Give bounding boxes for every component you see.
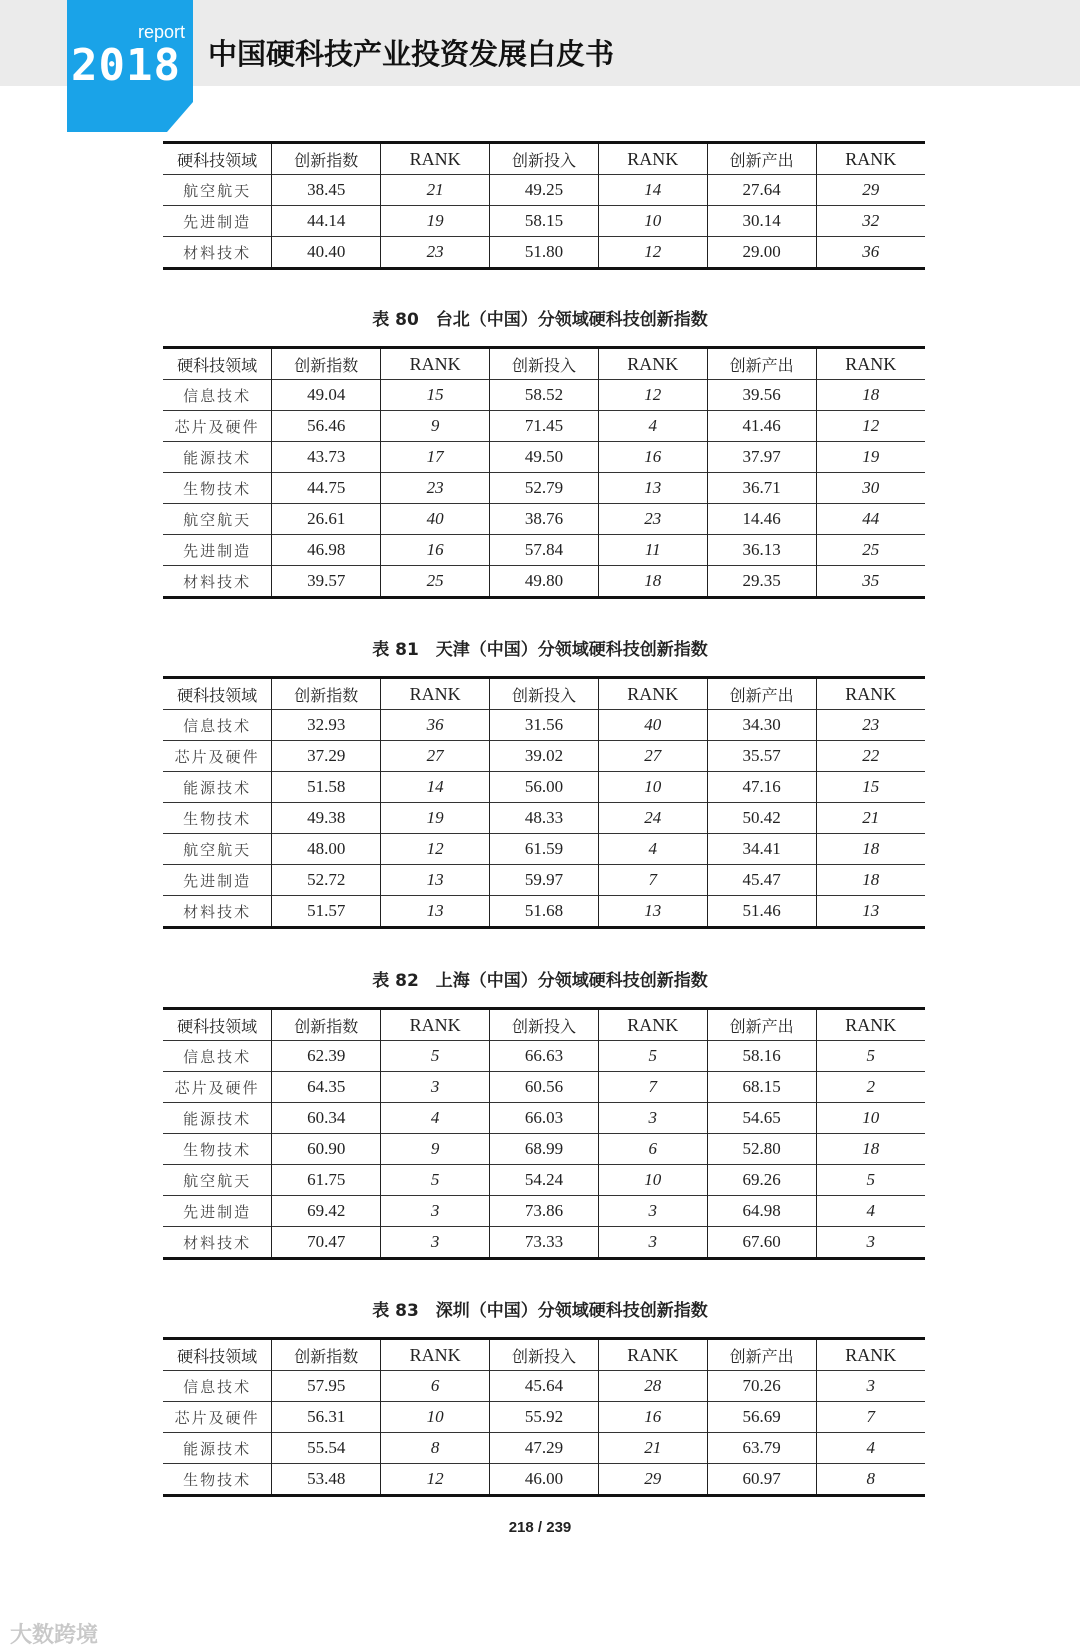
score-cell: 73.33: [490, 1227, 599, 1259]
field-cell: 生物技术: [163, 1134, 272, 1165]
rank-cell: 16: [598, 1402, 707, 1433]
table-row: [163, 1134, 925, 1165]
rank-cell: 9: [381, 1134, 490, 1165]
rank-cell: 4: [816, 1196, 925, 1227]
table-header-row: [163, 1009, 925, 1041]
score-cell: 66.03: [490, 1103, 599, 1134]
score-cell: 40.40: [272, 237, 381, 269]
score-cell: 35.57: [707, 741, 816, 772]
table-row: [163, 175, 925, 206]
column-header: 创新投入: [490, 348, 599, 380]
rank-cell: 10: [598, 1165, 707, 1196]
score-cell: 69.42: [272, 1196, 381, 1227]
column-header: RANK: [816, 348, 925, 380]
watermark: 大数跨境: [10, 1623, 99, 1648]
rank-cell: 23: [381, 237, 490, 269]
score-cell: 44.75: [272, 473, 381, 504]
score-cell: 51.46: [707, 896, 816, 928]
table-row: [163, 206, 925, 237]
logo-corner-fold: [167, 102, 193, 132]
field-cell: 航空航天: [163, 504, 272, 535]
column-header: RANK: [381, 1339, 490, 1371]
score-cell: 71.45: [490, 411, 599, 442]
score-cell: 26.61: [272, 504, 381, 535]
rank-cell: 11: [598, 535, 707, 566]
rank-cell: 27: [598, 741, 707, 772]
index-table: [163, 1337, 925, 1497]
table-row: [163, 1433, 925, 1464]
score-cell: 55.54: [272, 1433, 381, 1464]
column-header: 创新投入: [490, 143, 599, 175]
score-cell: 41.46: [707, 411, 816, 442]
score-cell: 60.34: [272, 1103, 381, 1134]
field-cell: 芯片及硬件: [163, 1072, 272, 1103]
column-header: 硬科技领域: [163, 1009, 272, 1041]
column-header: 创新指数: [272, 1339, 381, 1371]
rank-cell: 12: [816, 411, 925, 442]
score-cell: 30.14: [707, 206, 816, 237]
rank-cell: 10: [598, 206, 707, 237]
field-cell: 材料技术: [163, 1227, 272, 1259]
table-row: [163, 741, 925, 772]
field-cell: 信息技术: [163, 380, 272, 411]
table-row: [163, 535, 925, 566]
rank-cell: 5: [598, 1041, 707, 1072]
score-cell: 57.84: [490, 535, 599, 566]
rank-cell: 3: [381, 1227, 490, 1259]
rank-cell: 18: [816, 865, 925, 896]
field-cell: 材料技术: [163, 896, 272, 928]
score-cell: 60.97: [707, 1464, 816, 1496]
score-cell: 67.60: [707, 1227, 816, 1259]
score-cell: 36.71: [707, 473, 816, 504]
rank-cell: 2: [816, 1072, 925, 1103]
score-cell: 58.16: [707, 1041, 816, 1072]
column-header: RANK: [816, 143, 925, 175]
rank-cell: 13: [381, 896, 490, 928]
field-cell: 航空航天: [163, 175, 272, 206]
rank-cell: 29: [816, 175, 925, 206]
score-cell: 68.99: [490, 1134, 599, 1165]
score-cell: 47.16: [707, 772, 816, 803]
field-cell: 生物技术: [163, 803, 272, 834]
score-cell: 59.97: [490, 865, 599, 896]
table-row: [163, 865, 925, 896]
field-cell: 先进制造: [163, 206, 272, 237]
rank-cell: 19: [816, 442, 925, 473]
score-cell: 43.73: [272, 442, 381, 473]
column-header: 创新产出: [707, 143, 816, 175]
field-cell: 先进制造: [163, 865, 272, 896]
rank-cell: 22: [816, 741, 925, 772]
rank-cell: 7: [598, 1072, 707, 1103]
field-cell: 能源技术: [163, 1103, 272, 1134]
rank-cell: 15: [381, 380, 490, 411]
rank-cell: 3: [598, 1227, 707, 1259]
score-cell: 57.95: [272, 1371, 381, 1402]
rank-cell: 30: [816, 473, 925, 504]
column-header: 硬科技领域: [163, 348, 272, 380]
score-cell: 50.42: [707, 803, 816, 834]
column-header: RANK: [598, 1009, 707, 1041]
column-header: RANK: [816, 678, 925, 710]
rank-cell: 12: [598, 380, 707, 411]
rank-cell: 9: [381, 411, 490, 442]
rank-cell: 29: [598, 1464, 707, 1496]
rank-cell: 21: [381, 175, 490, 206]
field-cell: 芯片及硬件: [163, 411, 272, 442]
score-cell: 62.39: [272, 1041, 381, 1072]
field-cell: 生物技术: [163, 1464, 272, 1496]
score-cell: 48.00: [272, 834, 381, 865]
score-cell: 37.97: [707, 442, 816, 473]
field-cell: 航空航天: [163, 1165, 272, 1196]
score-cell: 46.00: [490, 1464, 599, 1496]
index-table: [163, 1007, 925, 1260]
page-number: 218 / 239: [508, 1519, 572, 1536]
rank-cell: 4: [381, 1103, 490, 1134]
rank-cell: 8: [816, 1464, 925, 1496]
column-header: 创新指数: [272, 1009, 381, 1041]
field-cell: 材料技术: [163, 237, 272, 269]
score-cell: 66.63: [490, 1041, 599, 1072]
rank-cell: 13: [598, 896, 707, 928]
column-header: 硬科技领域: [163, 678, 272, 710]
score-cell: 54.65: [707, 1103, 816, 1134]
rank-cell: 18: [816, 380, 925, 411]
rank-cell: 3: [816, 1227, 925, 1259]
field-cell: 信息技术: [163, 1041, 272, 1072]
score-cell: 51.57: [272, 896, 381, 928]
rank-cell: 36: [381, 710, 490, 741]
score-cell: 61.75: [272, 1165, 381, 1196]
index-table: [163, 676, 925, 929]
score-cell: 39.56: [707, 380, 816, 411]
rank-cell: 5: [381, 1165, 490, 1196]
score-cell: 45.64: [490, 1371, 599, 1402]
rank-cell: 21: [816, 803, 925, 834]
score-cell: 60.90: [272, 1134, 381, 1165]
field-cell: 先进制造: [163, 1196, 272, 1227]
column-header: RANK: [381, 678, 490, 710]
index-table: [163, 141, 925, 270]
table-caption: 表 82 上海（中国）分领域硬科技创新指数: [372, 971, 708, 991]
rank-cell: 14: [598, 175, 707, 206]
rank-cell: 18: [816, 834, 925, 865]
column-header: RANK: [598, 143, 707, 175]
score-cell: 45.47: [707, 865, 816, 896]
column-header: 创新投入: [490, 1339, 599, 1371]
table-header-row: [163, 678, 925, 710]
table-row: [163, 1402, 925, 1433]
score-cell: 53.48: [272, 1464, 381, 1496]
score-cell: 52.72: [272, 865, 381, 896]
score-cell: 37.29: [272, 741, 381, 772]
field-cell: 信息技术: [163, 710, 272, 741]
field-cell: 芯片及硬件: [163, 1402, 272, 1433]
column-header: RANK: [381, 348, 490, 380]
rank-cell: 5: [381, 1041, 490, 1072]
score-cell: 34.41: [707, 834, 816, 865]
column-header: RANK: [381, 143, 490, 175]
document-title: 中国硬科技产业投资发展白皮书: [208, 37, 615, 71]
score-cell: 14.46: [707, 504, 816, 535]
score-cell: 44.14: [272, 206, 381, 237]
field-cell: 能源技术: [163, 442, 272, 473]
table-header-row: [163, 1339, 925, 1371]
column-header: 创新产出: [707, 348, 816, 380]
score-cell: 58.52: [490, 380, 599, 411]
score-cell: 64.35: [272, 1072, 381, 1103]
table-row: [163, 380, 925, 411]
logo-year: 2018: [71, 40, 181, 91]
rank-cell: 19: [381, 803, 490, 834]
score-cell: 52.80: [707, 1134, 816, 1165]
table-caption: 表 80 台北（中国）分领域硬科技创新指数: [372, 310, 708, 330]
column-header: 硬科技领域: [163, 1339, 272, 1371]
score-cell: 51.68: [490, 896, 599, 928]
table-row: [163, 772, 925, 803]
score-cell: 49.50: [490, 442, 599, 473]
score-cell: 68.15: [707, 1072, 816, 1103]
rank-cell: 5: [816, 1165, 925, 1196]
score-cell: 54.24: [490, 1165, 599, 1196]
field-cell: 生物技术: [163, 473, 272, 504]
column-header: 创新产出: [707, 1009, 816, 1041]
score-cell: 61.59: [490, 834, 599, 865]
score-cell: 70.26: [707, 1371, 816, 1402]
column-header: RANK: [816, 1009, 925, 1041]
column-header: 创新产出: [707, 1339, 816, 1371]
score-cell: 58.15: [490, 206, 599, 237]
rank-cell: 28: [598, 1371, 707, 1402]
score-cell: 39.02: [490, 741, 599, 772]
rank-cell: 3: [598, 1103, 707, 1134]
table-row: [163, 1196, 925, 1227]
rank-cell: 3: [816, 1371, 925, 1402]
column-header: RANK: [598, 678, 707, 710]
score-cell: 64.98: [707, 1196, 816, 1227]
column-header: 创新指数: [272, 678, 381, 710]
table-row: [163, 1041, 925, 1072]
score-cell: 31.56: [490, 710, 599, 741]
rank-cell: 32: [816, 206, 925, 237]
rank-cell: 17: [381, 442, 490, 473]
score-cell: 63.79: [707, 1433, 816, 1464]
rank-cell: 24: [598, 803, 707, 834]
rank-cell: 16: [598, 442, 707, 473]
score-cell: 73.86: [490, 1196, 599, 1227]
score-cell: 49.80: [490, 566, 599, 598]
score-cell: 46.98: [272, 535, 381, 566]
rank-cell: 19: [381, 206, 490, 237]
table-caption: 表 83 深圳（中国）分领域硬科技创新指数: [372, 1301, 708, 1321]
table-row: [163, 834, 925, 865]
rank-cell: 12: [381, 834, 490, 865]
score-cell: 38.76: [490, 504, 599, 535]
table-row: [163, 803, 925, 834]
field-cell: 先进制造: [163, 535, 272, 566]
column-header: 创新指数: [272, 348, 381, 380]
score-cell: 49.25: [490, 175, 599, 206]
rank-cell: 3: [381, 1196, 490, 1227]
score-cell: 52.79: [490, 473, 599, 504]
column-header: RANK: [816, 1339, 925, 1371]
column-header: RANK: [381, 1009, 490, 1041]
score-cell: 55.92: [490, 1402, 599, 1433]
rank-cell: 40: [598, 710, 707, 741]
rank-cell: 7: [816, 1402, 925, 1433]
report-2018-logo: [67, 0, 193, 132]
score-cell: 38.45: [272, 175, 381, 206]
table-row: [163, 237, 925, 269]
rank-cell: 23: [816, 710, 925, 741]
score-cell: 36.13: [707, 535, 816, 566]
rank-cell: 18: [598, 566, 707, 598]
field-cell: 材料技术: [163, 566, 272, 598]
rank-cell: 44: [816, 504, 925, 535]
table-row: [163, 1072, 925, 1103]
rank-cell: 13: [816, 896, 925, 928]
table-row: [163, 442, 925, 473]
rank-cell: 15: [816, 772, 925, 803]
score-cell: 34.30: [707, 710, 816, 741]
table-header-row: [163, 348, 925, 380]
rank-cell: 10: [381, 1402, 490, 1433]
rank-cell: 23: [381, 473, 490, 504]
rank-cell: 27: [381, 741, 490, 772]
score-cell: 60.56: [490, 1072, 599, 1103]
field-cell: 航空航天: [163, 834, 272, 865]
rank-cell: 4: [816, 1433, 925, 1464]
field-cell: 能源技术: [163, 772, 272, 803]
score-cell: 39.57: [272, 566, 381, 598]
index-table: [163, 346, 925, 599]
column-header: 硬科技领域: [163, 143, 272, 175]
score-cell: 56.00: [490, 772, 599, 803]
table-row: [163, 411, 925, 442]
rank-cell: 13: [598, 473, 707, 504]
rank-cell: 4: [598, 834, 707, 865]
rank-cell: 3: [381, 1072, 490, 1103]
rank-cell: 36: [816, 237, 925, 269]
score-cell: 51.58: [272, 772, 381, 803]
score-cell: 47.29: [490, 1433, 599, 1464]
rank-cell: 13: [381, 865, 490, 896]
table-row: [163, 1464, 925, 1496]
table-row: [163, 566, 925, 598]
field-cell: 能源技术: [163, 1433, 272, 1464]
column-header: 创新指数: [272, 143, 381, 175]
rank-cell: 25: [816, 535, 925, 566]
score-cell: 56.46: [272, 411, 381, 442]
score-cell: 49.38: [272, 803, 381, 834]
score-cell: 29.00: [707, 237, 816, 269]
score-cell: 29.35: [707, 566, 816, 598]
rank-cell: 10: [598, 772, 707, 803]
rank-cell: 10: [816, 1103, 925, 1134]
rank-cell: 12: [598, 237, 707, 269]
field-cell: 信息技术: [163, 1371, 272, 1402]
rank-cell: 25: [381, 566, 490, 598]
rank-cell: 14: [381, 772, 490, 803]
table-caption: 表 81 天津（中国）分领域硬科技创新指数: [372, 640, 708, 660]
rank-cell: 4: [598, 411, 707, 442]
rank-cell: 18: [816, 1134, 925, 1165]
rank-cell: 16: [381, 535, 490, 566]
score-cell: 69.26: [707, 1165, 816, 1196]
score-cell: 70.47: [272, 1227, 381, 1259]
column-header: 创新投入: [490, 678, 599, 710]
rank-cell: 5: [816, 1041, 925, 1072]
rank-cell: 21: [598, 1433, 707, 1464]
column-header: 创新产出: [707, 678, 816, 710]
score-cell: 51.80: [490, 237, 599, 269]
column-header: 创新投入: [490, 1009, 599, 1041]
rank-cell: 35: [816, 566, 925, 598]
table-row: [163, 1371, 925, 1402]
rank-cell: 7: [598, 865, 707, 896]
rank-cell: 12: [381, 1464, 490, 1496]
table-header-row: [163, 143, 925, 175]
logo-word: report: [137, 22, 185, 42]
rank-cell: 6: [598, 1134, 707, 1165]
rank-cell: 8: [381, 1433, 490, 1464]
rank-cell: 23: [598, 504, 707, 535]
score-cell: 56.69: [707, 1402, 816, 1433]
score-cell: 56.31: [272, 1402, 381, 1433]
score-cell: 48.33: [490, 803, 599, 834]
column-header: RANK: [598, 1339, 707, 1371]
rank-cell: 40: [381, 504, 490, 535]
rank-cell: 6: [381, 1371, 490, 1402]
rank-cell: 3: [598, 1196, 707, 1227]
score-cell: 27.64: [707, 175, 816, 206]
table-row: [163, 1227, 925, 1259]
field-cell: 芯片及硬件: [163, 741, 272, 772]
table-row: [163, 710, 925, 741]
table-row: [163, 473, 925, 504]
table-row: [163, 1165, 925, 1196]
table-row: [163, 896, 925, 928]
column-header: RANK: [598, 348, 707, 380]
score-cell: 32.93: [272, 710, 381, 741]
score-cell: 49.04: [272, 380, 381, 411]
table-row: [163, 504, 925, 535]
table-row: [163, 1103, 925, 1134]
